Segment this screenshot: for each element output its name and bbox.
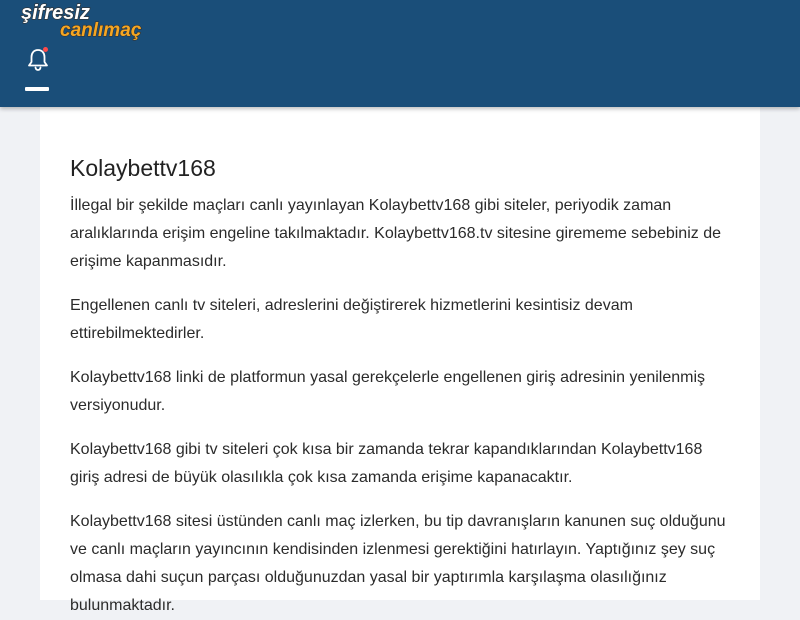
- article-paragraph: Kolaybettv168 linki de platformun yasal gerekçelerle engellenen giriş adresinin yenilenmiş versiyonudur.: [70, 369, 706, 414]
- logo-text-top: şifresiz: [21, 2, 90, 24]
- hamburger-menu-icon[interactable]: [25, 87, 49, 91]
- notification-badge-dot: [43, 47, 48, 52]
- article-paragraph: İllegal bir şekilde maçları canlı yayınlayan Kolaybettv168 gibi siteler, periyodik zaman aralıklarında erişim engeline takılmaktadır. Kolaybettv168.tv sitesine girememe sebebiniz de erişime kapanmasıdır.: [70, 197, 721, 270]
- article-title: Kolaybettv168: [70, 155, 216, 181]
- article-card: [40, 107, 760, 614]
- site-header: [0, 0, 800, 107]
- site-logo[interactable]: [20, 0, 170, 40]
- article-body: [40, 107, 760, 620]
- logo-text-bottom: canlımaç: [60, 20, 142, 41]
- article-paragraph: Kolaybettv168 sitesi üstünden canlı maç izlerken, bu tip davranışların kanunen suç olduğunu ve canlı maçların yayıncının kendisinden izlenmesi gerektiğini hatırlayın. Yaptığınız şey suç olmasa dahi suçun parçası olduğunuzdan yasal bir yaptırımla karşılaşma olasılığınız bulunmaktadır.: [70, 513, 726, 614]
- article-paragraph: Engellenen canlı tv siteleri, adreslerini değiştirerek hizmetlerini kesintisiz devam ettirebilmektedirler.: [70, 297, 633, 342]
- article-paragraph: Kolaybettv168 gibi tv siteleri çok kısa bir zamanda tekrar kapandıklarından Kolaybettv168 giriş adresi de büyük olasılıkla çok kısa zamanda erişime kapanacaktır.: [70, 441, 703, 486]
